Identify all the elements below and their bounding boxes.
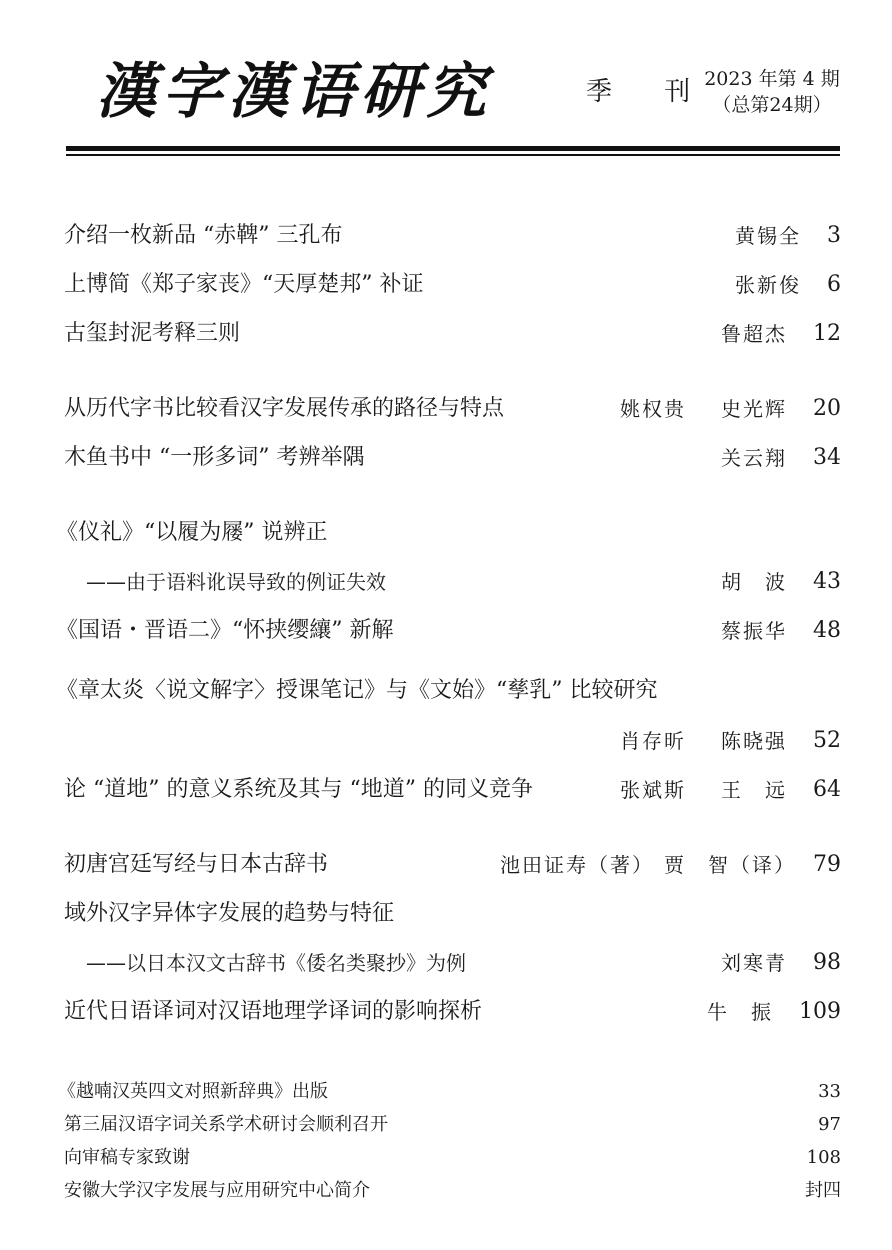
journal-title: 漢字漢语研究 [96, 57, 492, 127]
toc-entry[interactable] [56, 614, 841, 648]
notice-page: 封四 [805, 1180, 841, 1201]
toc-entry[interactable] [56, 674, 841, 708]
masthead-rule-thick [66, 146, 840, 151]
entry-title: 初唐宫廷写经与日本古辞书 [64, 852, 329, 877]
notice-page: 97 [818, 1114, 841, 1135]
entry-author: 贾 智（译） [664, 853, 796, 877]
toc-entry-subtitle[interactable] [64, 565, 841, 599]
toc-entry-authors[interactable] [64, 724, 841, 758]
toc-entry[interactable] [64, 441, 841, 475]
entry-coauthor: 姚权贵 [620, 397, 686, 421]
notice-title: 第三届汉语字词关系学术研讨会顺利召开 [64, 1114, 388, 1135]
notice-item[interactable] [64, 1176, 841, 1206]
entry-author: 蔡振华 [721, 619, 787, 643]
toc-entry[interactable] [64, 317, 841, 351]
toc-entry[interactable] [64, 848, 841, 882]
entry-title: 论 “道地” 的意义系统及其与 “地道” 的同义竞争 [64, 777, 533, 802]
entry-author: 牛 振 [707, 1000, 773, 1024]
entry-coauthor: 池田证寿（著） [500, 853, 654, 877]
entry-title: 域外汉字异体字发展的趋势与特征 [64, 901, 395, 926]
notice-item[interactable] [64, 1110, 841, 1140]
toc-entry[interactable] [64, 995, 841, 1029]
entry-page: 43 [813, 569, 841, 594]
entry-page: 109 [799, 999, 841, 1024]
publication-frequency: 季 刊 [586, 77, 713, 107]
toc-entry[interactable] [64, 897, 841, 931]
notice-title: 安徽大学汉字发展与应用研究中心简介 [64, 1180, 370, 1201]
entry-author: 刘寒青 [721, 951, 787, 975]
entry-page: 64 [813, 777, 841, 802]
entry-subtitle: ——由于语料讹误导致的例证失效 [86, 570, 386, 594]
toc-entry[interactable] [56, 516, 841, 550]
entry-author: 张新俊 [735, 273, 801, 297]
notice-item[interactable] [64, 1143, 841, 1173]
issue-number: 2023 年第 4 期 [704, 68, 840, 90]
toc-entry[interactable] [64, 773, 841, 807]
notice-item[interactable] [58, 1077, 841, 1107]
entry-title: 古玺封泥考释三则 [64, 321, 241, 346]
entry-page: 34 [813, 445, 841, 470]
entry-page: 6 [827, 272, 841, 297]
notice-page: 108 [806, 1147, 841, 1168]
notice-title: 《越喃汉英四文对照新辞典》出版 [58, 1081, 328, 1102]
entry-title: 《仪礼》“以履为屦” 说辨正 [56, 520, 328, 545]
entry-author: 史光辉 [721, 397, 787, 421]
issue-info [704, 66, 840, 118]
entry-title: 《国语・晋语二》“怀挟缨纕” 新解 [56, 618, 394, 643]
entry-author: 陈晓强 [721, 729, 787, 753]
entry-coauthor: 张斌斯 [620, 778, 686, 802]
entry-author: 王 远 [721, 778, 787, 802]
entry-title: 上博简《郑子家丧》“天厚楚邦” 补证 [64, 272, 424, 297]
entry-page: 79 [813, 852, 841, 877]
entry-author: 鲁超杰 [721, 322, 787, 346]
toc-entry[interactable] [64, 268, 841, 302]
entry-page: 48 [813, 618, 841, 643]
entry-title: 木鱼书中 “一形多词” 考辨举隅 [64, 445, 365, 470]
entry-title: 《章太炎〈说文解字〉授课笔记》与《文始》“孳乳” 比较研究 [56, 678, 658, 703]
entry-title: 近代日语译词对汉语地理学译词的影响探析 [64, 999, 483, 1024]
toc-entry[interactable] [64, 219, 841, 253]
entry-page: 52 [813, 728, 841, 753]
entry-title: 介绍一枚新品 “赤鞞” 三孔布 [64, 223, 343, 248]
notice-title: 向审稿专家致谢 [64, 1147, 190, 1168]
issue-total: （总第24期） [712, 94, 832, 116]
entry-page: 3 [827, 223, 841, 248]
entry-title: 从历代字书比较看汉字发展传承的路径与特点 [64, 396, 505, 421]
notice-page: 33 [818, 1081, 841, 1102]
entry-subtitle: ——以日本汉文古辞书《倭名类聚抄》为例 [86, 951, 466, 975]
toc-entry-subtitle[interactable] [64, 946, 841, 980]
entry-author: 胡 波 [721, 570, 787, 594]
entry-author: 黄锡全 [735, 224, 801, 248]
entry-author: 关云翔 [721, 446, 787, 470]
entry-page: 20 [813, 396, 841, 421]
entry-page: 12 [813, 321, 841, 346]
entry-page: 98 [813, 950, 841, 975]
toc-entry[interactable] [64, 392, 841, 426]
masthead-rule-thin [66, 154, 840, 156]
entry-coauthor: 肖存昕 [620, 729, 686, 753]
